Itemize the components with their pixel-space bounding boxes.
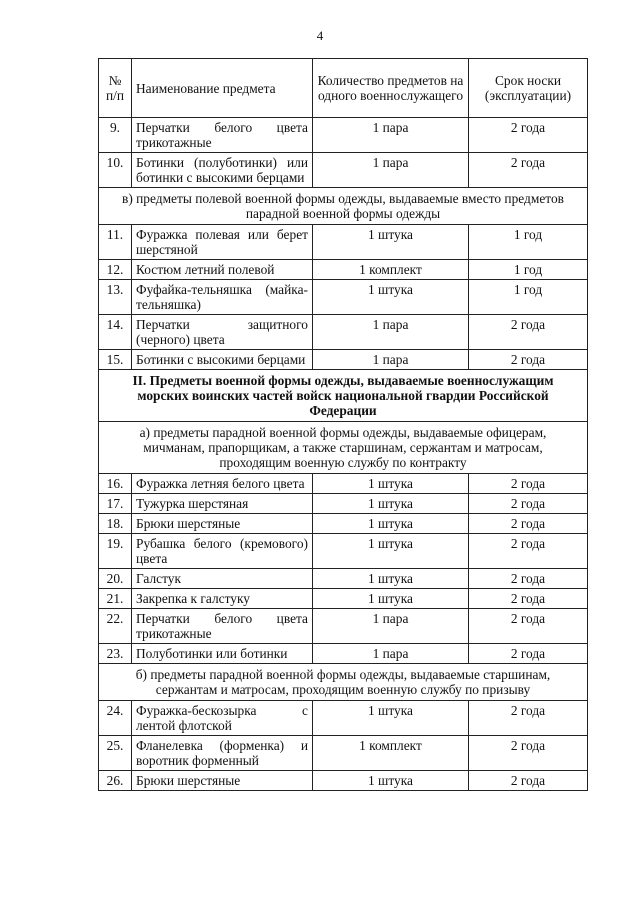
item-name: Фуражка-бескозырка с лентой флотской (132, 701, 313, 736)
item-quantity: 1 комплект (313, 260, 469, 280)
table-row (99, 644, 588, 664)
item-quantity: 1 штука (313, 701, 469, 736)
item-term: 2 года (469, 736, 588, 771)
item-number: 22. (99, 609, 132, 644)
table-row (99, 474, 588, 494)
item-name: Закрепка к галстуку (132, 589, 313, 609)
item-quantity: 1 пара (313, 609, 469, 644)
uniform-items-table (98, 58, 588, 791)
subsection-heading: в) предметы полевой военной формы одежды, выдаваемые вместо предметов парадной военной формы одежды (99, 188, 588, 225)
item-number: 10. (99, 153, 132, 188)
item-number: 21. (99, 589, 132, 609)
table-row (99, 225, 588, 260)
item-number: 15. (99, 350, 132, 370)
item-term: 2 года (469, 771, 588, 791)
item-quantity: 1 штука (313, 589, 469, 609)
section-heading-row (99, 370, 588, 422)
table-row (99, 534, 588, 569)
item-quantity: 1 штука (313, 534, 469, 569)
item-number: 19. (99, 534, 132, 569)
table-row (99, 153, 588, 188)
section-heading: II. Предметы военной формы одежды, выдаваемые военнослужащим морских воинских частей войск национальной гвардии Российской Федерации (99, 370, 588, 422)
item-term: 2 года (469, 350, 588, 370)
item-name: Фуражка летняя белого цвета (132, 474, 313, 494)
item-number: 14. (99, 315, 132, 350)
item-quantity: 1 штука (313, 569, 469, 589)
item-number: 23. (99, 644, 132, 664)
item-name: Фуражка полевая или берет шерстяной (132, 225, 313, 260)
table-row (99, 280, 588, 315)
table-row (99, 118, 588, 153)
subsection-heading-row (99, 188, 588, 225)
item-quantity: 1 комплект (313, 736, 469, 771)
item-quantity: 1 пара (313, 644, 469, 664)
table-row (99, 609, 588, 644)
item-term: 2 года (469, 609, 588, 644)
item-quantity: 1 пара (313, 350, 469, 370)
item-number: 11. (99, 225, 132, 260)
item-term: 1 год (469, 280, 588, 315)
item-term: 2 года (469, 315, 588, 350)
item-name: Рубашка белого (кремового) цвета (132, 534, 313, 569)
item-quantity: 1 штука (313, 280, 469, 315)
item-term: 2 года (469, 118, 588, 153)
table-row (99, 589, 588, 609)
table-row (99, 260, 588, 280)
item-number: 26. (99, 771, 132, 791)
item-number: 25. (99, 736, 132, 771)
header-qty: Количество предметов на одного военнослужащего (313, 59, 469, 118)
item-name: Ботинки с высокими берцами (132, 350, 313, 370)
item-name: Галстук (132, 569, 313, 589)
subsection-heading: б) предметы парадной военной формы одежды, выдаваемые старшинам, сержантам и матросам, проходящим военную службу по призыву (99, 664, 588, 701)
item-number: 13. (99, 280, 132, 315)
item-name: Перчатки белого цвета трикотажные (132, 609, 313, 644)
item-name: Брюки шерстяные (132, 771, 313, 791)
item-term: 2 года (469, 474, 588, 494)
item-quantity: 1 штука (313, 494, 469, 514)
item-number: 24. (99, 701, 132, 736)
table-row (99, 701, 588, 736)
table-row (99, 569, 588, 589)
table-row (99, 494, 588, 514)
item-number: 16. (99, 474, 132, 494)
item-number: 12. (99, 260, 132, 280)
item-name: Фланелевка (форменка) и воротник форменный (132, 736, 313, 771)
table-header-row (99, 59, 588, 118)
item-name: Костюм летний полевой (132, 260, 313, 280)
item-term: 1 год (469, 225, 588, 260)
table-row (99, 514, 588, 534)
item-number: 20. (99, 569, 132, 589)
item-quantity: 1 штука (313, 474, 469, 494)
item-term: 2 года (469, 494, 588, 514)
item-name: Ботинки (полуботинки) или ботинки с высокими берцами (132, 153, 313, 188)
item-term: 2 года (469, 701, 588, 736)
item-name: Фуфайка-тельняшка (майка-тельняшка) (132, 280, 313, 315)
item-term: 1 год (469, 260, 588, 280)
item-term: 2 года (469, 534, 588, 569)
item-quantity: 1 штука (313, 514, 469, 534)
item-quantity: 1 штука (313, 225, 469, 260)
item-term: 2 года (469, 569, 588, 589)
item-quantity: 1 пара (313, 153, 469, 188)
table-row (99, 771, 588, 791)
table-row (99, 736, 588, 771)
item-name: Брюки шерстяные (132, 514, 313, 534)
item-quantity: 1 пара (313, 118, 469, 153)
item-quantity: 1 пара (313, 315, 469, 350)
table-body (99, 118, 588, 791)
item-name: Полуботинки или ботинки (132, 644, 313, 664)
subsection-heading-row (99, 664, 588, 701)
subsection-heading: а) предметы парадной военной формы одежды, выдаваемые офицерам, мичманам, прапорщикам, а также старшинам, сержантам и матросам, проходящим военную службу по контракту (99, 422, 588, 474)
page-number: 4 (316, 28, 324, 43)
item-name: Тужурка шерстяная (132, 494, 313, 514)
table-row (99, 350, 588, 370)
table-row (99, 315, 588, 350)
item-term: 2 года (469, 153, 588, 188)
item-number: 17. (99, 494, 132, 514)
item-term: 2 года (469, 644, 588, 664)
item-term: 2 года (469, 589, 588, 609)
item-name: Перчатки белого цвета трикотажные (132, 118, 313, 153)
subsection-heading-row (99, 422, 588, 474)
item-name: Перчатки защитного (черного) цвета (132, 315, 313, 350)
header-num: № п/п (99, 59, 132, 118)
item-number: 18. (99, 514, 132, 534)
item-term: 2 года (469, 514, 588, 534)
item-quantity: 1 штука (313, 771, 469, 791)
header-term: Срок носки (эксплуатации) (469, 59, 588, 118)
item-number: 9. (99, 118, 132, 153)
header-name: Наименование предмета (132, 59, 313, 118)
